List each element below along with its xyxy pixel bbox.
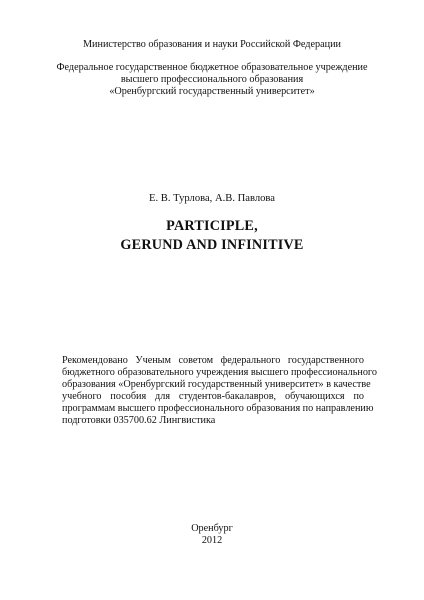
city: Оренбург bbox=[191, 523, 233, 534]
institution-line-3: «Оренбургский государственный университет» bbox=[109, 86, 315, 97]
book-title-line-1: PARTICIPLE, bbox=[166, 218, 258, 234]
recommendation-line-4: учебного пособия для студентов-бакалавров, обучающихся по bbox=[62, 391, 364, 402]
ministry-line: Министерство образования и науки Российской Федерации bbox=[82, 39, 341, 50]
institution-line-2: высшего профессионального образования bbox=[120, 74, 304, 85]
institution-line-1: Федеральное государственное бюджетное образовательное учреждение bbox=[56, 62, 368, 73]
recommendation-line-6: подготовки 035700.62 Лингвистика bbox=[62, 415, 216, 426]
year: 2012 bbox=[201, 535, 223, 546]
recommendation-line-1: Рекомендовано Ученым советом федерального государственного bbox=[62, 355, 364, 366]
recommendation-line-5: программам высшего профессионального образования по направлению bbox=[62, 403, 374, 414]
recommendation-line-3: образования «Оренбургский государственный университет» в качестве bbox=[62, 379, 371, 390]
recommendation-line-2: бюджетного образовательного учреждения высшего профессионального bbox=[62, 367, 377, 378]
authors: Е. В. Турлова, А.В. Павлова bbox=[149, 193, 275, 204]
book-title-line-2: GERUND AND INFINITIVE bbox=[120, 237, 304, 253]
